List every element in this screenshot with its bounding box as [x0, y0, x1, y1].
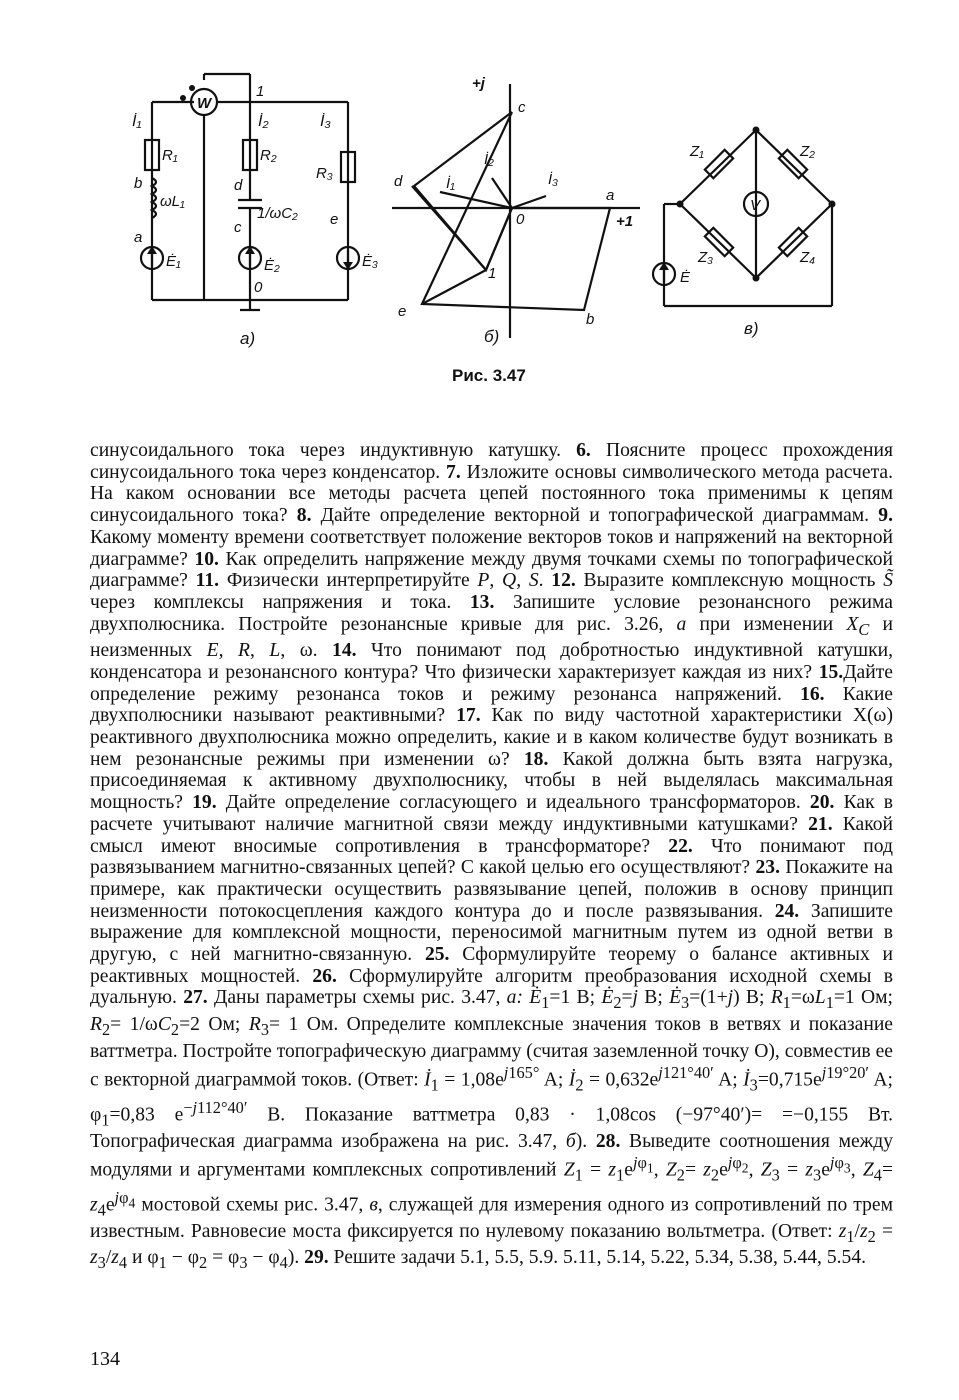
page-number: 134	[90, 1348, 120, 1370]
e1-label: Ė₁	[166, 253, 181, 270]
imag-axis-label: +j	[472, 75, 485, 92]
figure-caption: Рис. 3.47	[452, 366, 526, 385]
panel-b-label: б)	[484, 327, 500, 346]
topo-point-a-label: a	[606, 187, 615, 204]
r2-label: R₂	[260, 147, 277, 164]
z2-label: Z₂	[800, 143, 815, 160]
impedance-z1-icon	[705, 150, 733, 178]
r1-label: R₁	[162, 147, 178, 164]
r3-label: R₃	[316, 165, 333, 182]
topo-point-c-label: c	[518, 99, 526, 116]
current-i2-label: İ₂	[258, 113, 269, 130]
topo-point-d-label: d	[394, 173, 403, 190]
topo-point-e-label: e	[398, 303, 407, 320]
topo-point-1-label: 1	[488, 265, 497, 282]
l1-label: ωL₁	[160, 193, 185, 210]
figure-3-47	[120, 60, 840, 360]
c2-label: 1/ωC₂	[257, 205, 298, 222]
e-label: Ė	[680, 269, 691, 286]
e3-label: Ė₃	[362, 253, 378, 270]
vector-i3-label: İ₃	[548, 171, 559, 188]
body-paragraph: синусоидального тока через индуктивную катушку. 6. Поясните процесс прохождения синусоидального тока через конденсатор. 7. Изложите основы символического метода расчета. На каком основании все методы расчета цепей постоянного тока применимы к цепям синусоидального тока? 8. Дайте определение векторной и топографической диаграммам. 9. Какому моменту времени соответствует положение векторов токов и напряжений на векторной диаграмме? 10. Как определить напряжение между двумя точками схемы по топографической диаграмме? 11. Физически интерпретируйте P, Q, S. 12. Выразите комплексную мощность S̃ через комплексы напряжения и тока. 13. Запишите условие резонансного режима двухполюсника. Постройте резонансные кривые для рис. 3.26, а при изменении $X_C$ и неизменных E, R, L, ω. 14. Что понимают под добротностью индуктивной катушки, конденсатора и резонансного контура? Что физически характеризует каждая из них? 15.Дайте определение режиму резонанса токов и режиму резонанса напряжений. 16. Какие двухполюсники называют реактивными? 17. Как по виду частотной характеристики X(ω) реактивного двухполюсника можно определить, какие и в каком количестве будут возникать в нем резонансные режимы при изменении ω? 18. Какой должна быть взята нагрузка, присоединяемая к активному двухполюснику, чтобы в ней выделялась максимальная мощность? 19. Дайте определение согласующего и идеального трансформаторов. 20. Как в расчете учитывают наличие магнитной связи между индуктивными катушками? 21. Какой смысл имеют вносимые сопротивления в трансформаторе? 22. Что понимают под развязыванием магнитно-связанных цепей? С какой целью его осуществляют? 23. Покажите на примере, как практически осуществить развязывание цепей, положив в основу принцип неизменности потокосцепления каждого контура до и после развязывания. 24. Запишите выражение для комплексной мощности, переносимой магнитным путем из одной ветви в другую, с ней магнитно-связанную. 25. Сформулируйте теорему о балансе активных и реактивных мощностей. 26. Сформулируйте алгоритм преобразования исходной схемы в дуальную. 27. Даны параметры схемы рис. 3.47, а: $Ė_1=1$ В; $Ė_2=j$ В; $Ė_3=(1+j)$ В; $R_1=\omega L_1=1$ Ом; $R_2= 1/\omega C_2=2$ Ом; $R_3= 1$ Ом. Определите комплексные значения токов в ветвях и показание ваттметра. Постройте топографическую диаграмму (считая заземленной точку О), совместив ее с векторной диаграммой токов. (Ответ: $İ_1 = 1,08e^{j165^\circ}$ A; $İ_2 = 0,632e^{j121^\circ 40'}$ A; $İ_3=0,715e^{j19^\circ 20'}$ A; $\varphi_1=0,83$ $e^{-j112^\circ 40'}$ В. Показание ваттметра 0,83 · 1,08cos (−97°40′)= =−0,155 Вт. Топографическая диаграмма изображена на рис. 3.47, б). 28. Выведите соотношения между модулями и аргументами комплексных сопротивлений $Z_1 = z_1e^{j\varphi_1}$, $Z_2= z_2e^{j\varphi_2}$, $Z_3 = z_3e^{j\varphi_3}$, $Z_4= z_4e^{j\varphi_4}$ мостовой схемы рис. 3.47, в, служащей для измерения одного из сопротивлений по трем известным. Равновесие моста фиксируется по нулевому показанию вольтметра. (Ответ: $z_1/z_2 = z_3/z_4$ и $\varphi_1 - \varphi_2 = \varphi_3 - \varphi_4$). 29. Решите задачи 5.1, 5.5, 5.9. 5.11, 5.14, 5.22, 5.34, 5.38, 5.44, 5.54.	[90, 440, 894, 1273]
current-i3-label: İ₃	[320, 113, 331, 130]
point-a-label: a	[134, 229, 143, 246]
current-i1-label: İ₁	[132, 113, 142, 130]
topo-point-b-label: b	[586, 311, 595, 328]
topo-point-0-label: 0	[516, 211, 525, 228]
point-b-label: b	[134, 175, 143, 192]
panel-a-label: а)	[240, 329, 256, 348]
vector-i1-label: İ₁	[446, 175, 455, 192]
bridge-diagram-c	[653, 127, 836, 339]
z1-label: Z₁	[690, 143, 704, 160]
point-d-label: d	[234, 177, 243, 194]
wattmeter-label: W	[197, 95, 212, 112]
z3-label: Z₃	[698, 249, 714, 266]
e2-label: Ė₂	[264, 257, 280, 274]
real-axis-label: +1	[616, 213, 634, 230]
point-e-label: e	[330, 211, 339, 228]
panel-c-label: в)	[744, 319, 759, 338]
point-c-label: c	[234, 219, 242, 236]
circuit-diagram-a	[132, 74, 378, 348]
z4-label: Z₄	[800, 249, 816, 266]
vector-i2-label: İ₂	[484, 151, 494, 168]
voltmeter-label: V	[750, 197, 761, 214]
node-0-label: 0	[254, 279, 263, 296]
vector-diagram-b	[392, 75, 640, 346]
body-text	[90, 440, 893, 1274]
node-1-label: 1	[256, 83, 265, 100]
